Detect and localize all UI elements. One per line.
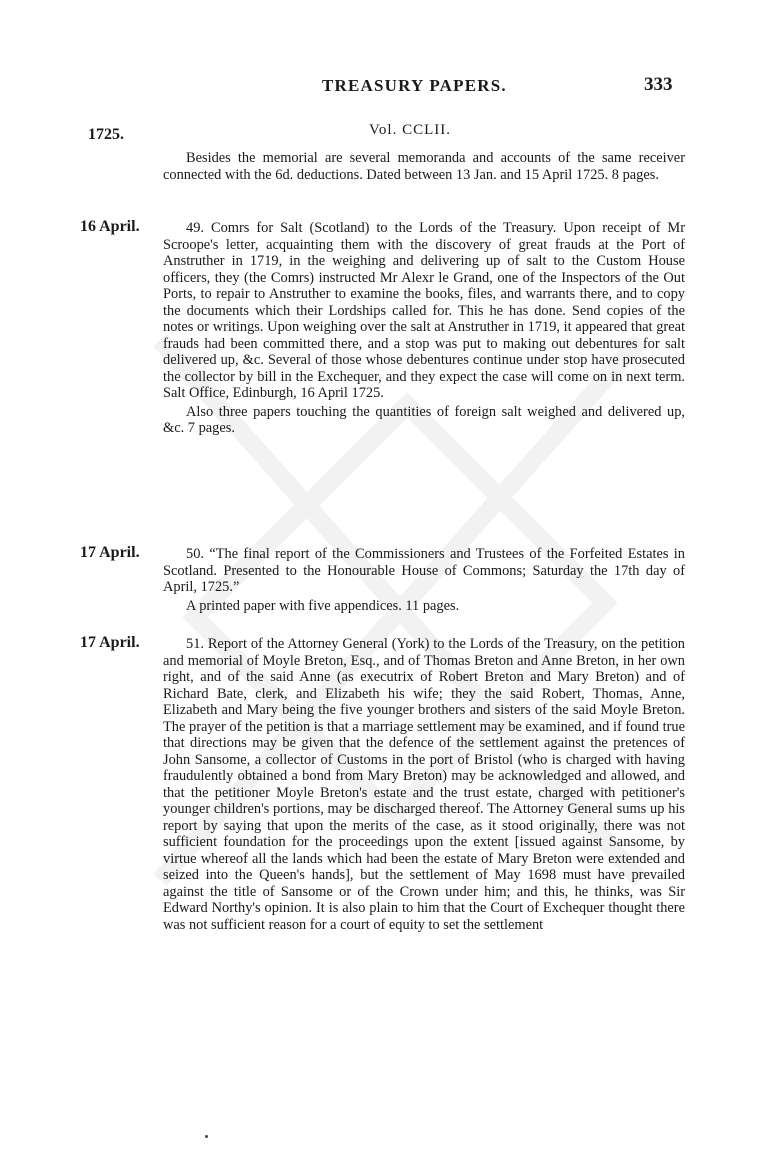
entry-date: 17 April. <box>80 634 140 651</box>
entry-text: 49. Comrs for Salt (Scotland) to the Lords of the Treasury. Upon receipt of Mr Scroope's letter, acquainting them with the discovery of great frauds at the Port of Anstruther in 1719, in the weighing and delivering up of salt to the Custom House officers, they (the Comrs) instructed Mr Alexr le Grand, one of the Inspectors of the Out Ports, to repair to Anstruther to examine the books, files, and warrants there, and to copy the documents which their Lordships called for. This he has done. Send copies of the notes or writings. Upon weighing over the salt at Anstruther in 1719, it appeared that great frauds had been committed there, and a stop was put to making out debentures for salt delivered up, &c. Several of those whose debentures continue under stop have prosecuted the collector by bill in the Exchequer, and they expect the case will come on in next term. Salt Office, Edinburgh, 16 April 1725. <box>163 220 685 401</box>
entry-51 <box>163 636 685 933</box>
intro-paragraph <box>163 150 685 183</box>
entry-date: 16 April. <box>80 218 140 235</box>
footer-mark <box>205 1135 208 1138</box>
volume-heading: Vol. CCLII. <box>369 122 451 138</box>
intro-text: Besides the memorial are several memoranda and accounts of the same receiver connected with the 6d. deductions. Dated between 13 Jan. and 15 April 1725. 8 pages. <box>163 150 685 183</box>
entry-50 <box>163 546 685 614</box>
entry-49 <box>163 220 685 437</box>
entry-note: Also three papers touching the quantities of foreign salt weighed and delivered up, &c. 7 pages. <box>163 403 685 436</box>
entry-date: 17 April. <box>80 544 140 561</box>
running-header-title: TREASURY PAPERS. <box>322 76 507 95</box>
entry-note: A printed paper with five appendices. 11 pages. <box>186 597 460 614</box>
year-label: 1725. <box>88 126 124 143</box>
page-number: 333 <box>644 74 673 95</box>
entry-text: 51. Report of the Attorney General (York) to the Lords of the Treasury, on the petition and memorial of Moyle Breton, Esq., and of Thomas Breton and Anne Breton, in her own right, and of the said Anne (as executrix of Robert Breton and Mary Breton) and of Richard Bate, clerk, and Elizabeth his wife; they the said Robert, Thomas, Anne, Elizabeth and Mary being the five younger brothers and sisters of the said Moyle Breton. The prayer of the petition is that a marriage settlement may be examined, and if found true that directions may be given that the defence of the settlement against the pretences of John Sansome, a collector of Customs in the port of Bristol (who is charged with having fraudulently obtained a bond from Mary Breton) may be acknowledged and allowed, and that the petitioner Moyle Breton's estate and the trust estate, charged with petitioner's younger children's portions, may be discharged thereof. The Attorney General sums up his report by saying that upon the merits of the case, as it stood originally, there was not sufficient foundation for the proceedings upon the extent [issued against Sansome, by virtue whereof all the lands which had been the estate of Mary Breton were extended and seized into the Queen's hands], but the settlement of May 1698 must have prevailed against the title of Sansome or of the Crown under him; and this, he thinks, was Sir Edward Northy's opinion. It is also plain to him that the Court of Exchequer thought there was not sufficient reason for a court of equity to set the settlement <box>163 636 685 933</box>
entry-text: 50. “The final report of the Commissioners and Trustees of the Forfeited Estates in Scotland. Presented to the Honourable House of Commons; Saturday the 17th day of April, 1725.” <box>163 546 685 595</box>
